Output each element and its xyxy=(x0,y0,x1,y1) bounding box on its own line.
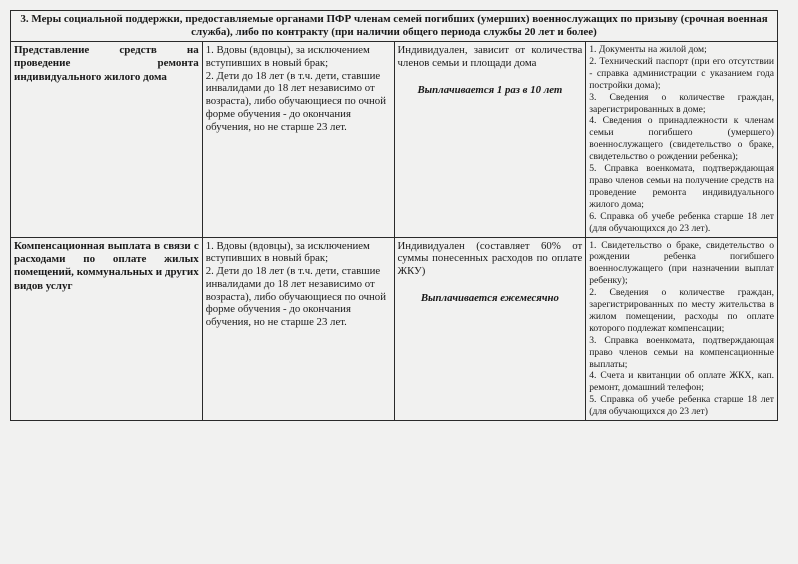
benefits-table xyxy=(10,10,778,421)
recipient-item: 2. Дети до 18 лет (в т.ч. дети, ставшие инвалидами до 18 лет независимо от возраста), либо обучающиеся по очной форме обучения - до окончания обучения, но не старше 23 лет. xyxy=(205,265,386,329)
document-item: 3. Справка военкомата, подтверждающая право членов семьи на компенсационные выплаты; xyxy=(589,334,774,370)
amount-cell xyxy=(394,237,586,421)
amount-cell xyxy=(394,42,586,238)
document-item: 6. Справка об учебе ребенка старше 18 лет (для обучающихся до 23 лет). xyxy=(589,210,774,234)
documents-cell xyxy=(586,42,778,238)
recipient-item: 2. Дети до 18 лет (в т.ч. дети, ставшие инвалидами до 18 лет независимо от возраста), либо обучающиеся по очной форме обучения - до окончания обучения, но не старше 23 лет. xyxy=(205,69,386,133)
amount-text: Индивидуален (составляет 60% от суммы понесенных расходов по оплате ЖКУ) xyxy=(397,239,583,278)
document-item: 2. Сведения о количестве граждан, зарегистрированных по месту жительства в жилом помещении, расходы по оплате которого подлежат компенсации; xyxy=(589,287,774,334)
measure-name: Представление средств на проведение ремонта индивидуального жилого дома xyxy=(11,42,203,238)
measure-name: Компенсационная выплата в связи с расходами по оплате жилых помещений, коммунальных и других видов услуг xyxy=(11,237,203,421)
document-item: 5. Справка об учебе ребенка старше 18 лет (для обучающихся до 23 лет) xyxy=(589,394,774,418)
document-item: 1. Документы на жилой дом; xyxy=(589,44,707,55)
section-title: 3. Меры социальной поддержки, предоставляемые органами ПФР членам семей погибших (умерших) военнослужащих по призыву (срочная военная служба), либо по контракту (при наличии общего периода службы 20 лет и более) xyxy=(11,11,778,42)
document-item: 5. Справка военкомата, подтверждающая право членов семьи на получение средств на проведение ремонта индивидуального жилого дома; xyxy=(589,163,774,210)
documents-cell xyxy=(586,237,778,421)
payment-frequency: Выплачивается ежемесячно xyxy=(420,291,559,304)
document-item: 2. Технический паспорт (при его отсутствии - справка администрации с указанием года постройки дома); xyxy=(589,55,774,91)
document-item: 4. Сведения о принадлежности к членам семьи погибшего (умершего) военнослужащего (свидетельство о браке, свидетельство о рождении ребенка); xyxy=(589,115,774,163)
recipients-cell xyxy=(202,42,394,238)
table-row xyxy=(11,42,778,238)
section-header-row xyxy=(11,11,778,42)
document-item: 4. Счета и квитанции об оплате ЖКХ, кап. ремонт, домашний телефон; xyxy=(589,370,774,394)
recipient-item: 1. Вдовы (вдовцы), за исключением вступивших в новый брак; xyxy=(205,44,370,69)
recipients-cell xyxy=(202,237,394,421)
document-item: 1. Свидетельство о браке, свидетельство о рождении ребенка погибшего военнослужащего (при назначении выплат ребенку); xyxy=(589,239,774,287)
document-item: 3. Сведения о количестве граждан, зарегистрированных в доме; xyxy=(589,91,774,115)
recipient-item: 1. Вдовы (вдовцы), за исключением вступивших в новый брак; xyxy=(205,239,370,265)
amount-text: Индивидуален, зависит от количества членов семьи и площади дома xyxy=(397,44,583,69)
payment-frequency: Выплачивается 1 раз в 10 лет xyxy=(417,83,563,96)
table-row xyxy=(11,237,778,421)
